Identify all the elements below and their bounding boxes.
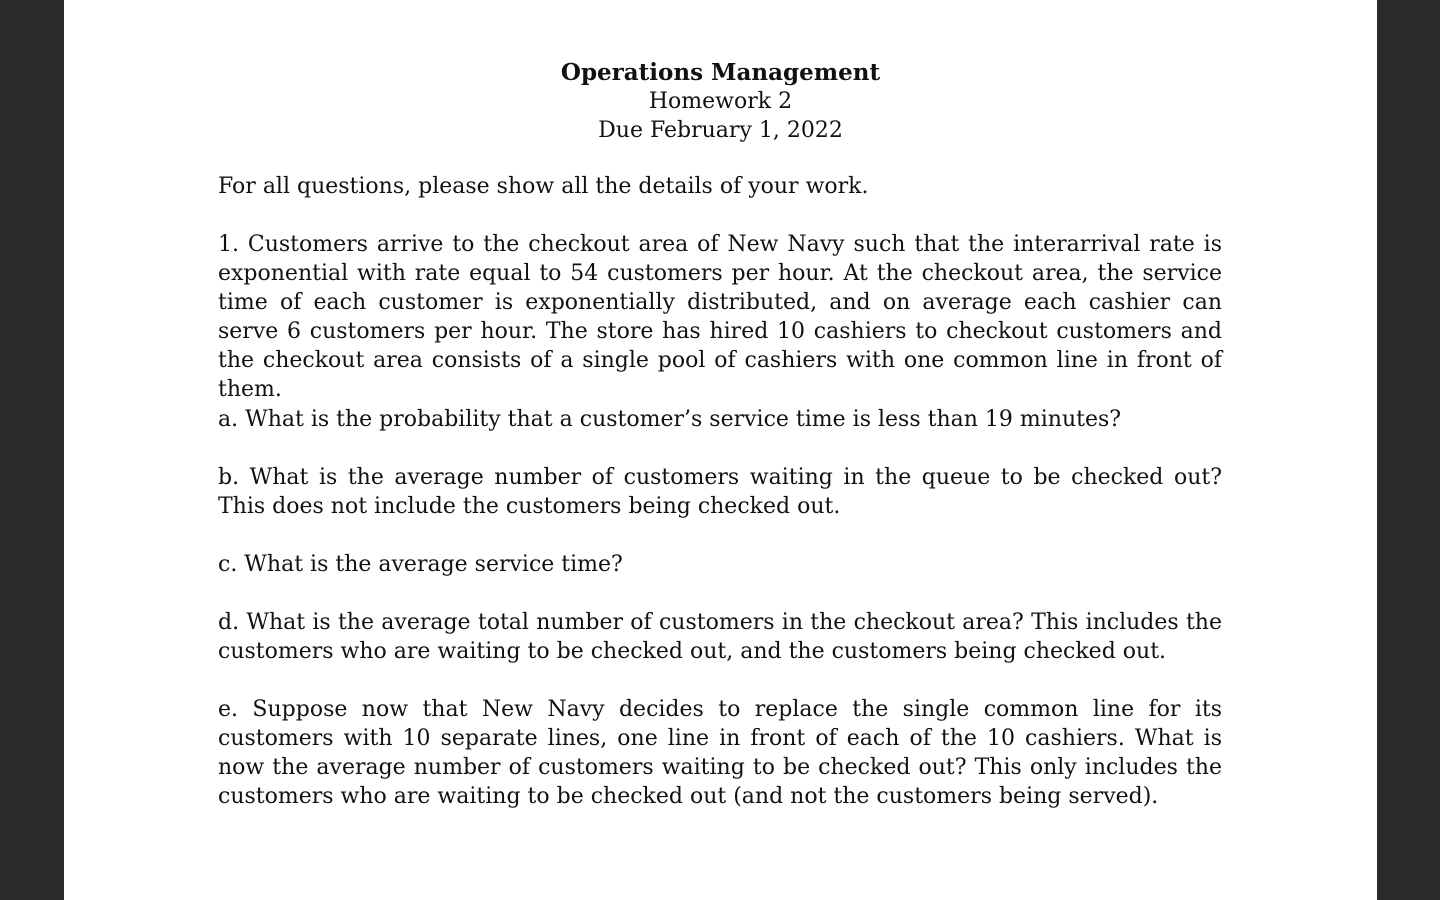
intro-paragraph: For all questions, please show all the details of your work. bbox=[218, 174, 869, 199]
question-part-e: e. Suppose now that New Navy decides to replace the single common line for its customers with 10 separate lines, one line in front of each of the 10 cashiers. What is now the average number of customers waiting to be checked out? This only includes the customers who are waiting to be checked out (and not the customers being served). bbox=[218, 697, 1222, 809]
document-page bbox=[64, 0, 1377, 900]
question-part-a: a. What is the probability that a customer’s service time is less than 19 minutes? bbox=[218, 407, 1122, 432]
question-part-b: b. What is the average number of customers waiting in the queue to be checked out? This does not include the customers being checked out. bbox=[218, 465, 1222, 519]
question-part-c: c. What is the average service time? bbox=[218, 552, 623, 577]
document-subtitle: Homework 2 bbox=[648, 89, 793, 114]
question-part-d: d. What is the average total number of customers in the checkout area? This includes the customers who are waiting to be checked out, and the customers being checked out. bbox=[218, 610, 1222, 664]
due-date: Due February 1, 2022 bbox=[598, 118, 843, 143]
question-1: 1. Customers arrive to the checkout area of New Navy such that the interarrival rate is exponential with rate equal to 54 customers per hour. At the checkout area, the service time of each customer is exponentially distributed, and on average each cashier can serve 6 customers per hour. The store has hired 10 cashiers to checkout customers and the checkout area consists of a single pool of cashiers with one common line in front of them. bbox=[218, 232, 1222, 402]
document-title: Operations Management bbox=[560, 59, 881, 86]
